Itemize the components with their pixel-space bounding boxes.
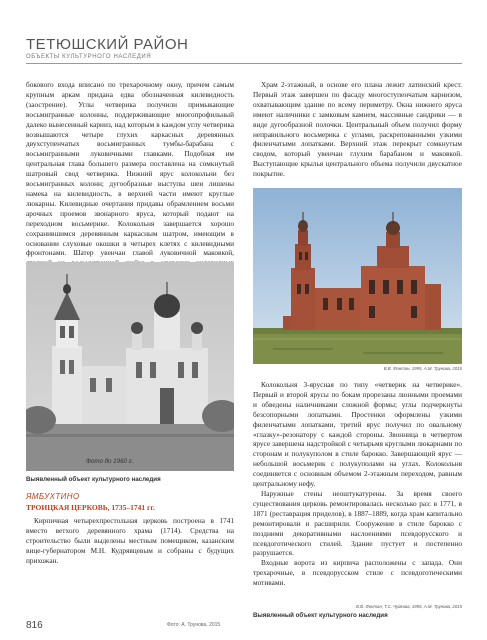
- paragraph: Наружные стены неоштукатурены. За время своего существования церковь ремонтировалась несколько раз: в 1771, в 1871 (реставрация приделов), в 1887–1889, когда храм капитально ремонтировали и расширили. Сооружение в стиле барокко с поздними декоративными наслоениями псевдорусского и псевдоготического стилей. Здание пустует и постепенно разрушается.: [253, 488, 462, 558]
- page-number: 816: [26, 620, 43, 631]
- body-text-col2: [253, 80, 462, 179]
- photo-credit-3: В.В. Фонтан, Т.С. Чуйкова, 1995, А.М. Трунова, 2015: [356, 604, 462, 609]
- church-heading: ТРОИЦКАЯ ЦЕРКОВЬ, 1735–1741 гг.: [26, 503, 155, 512]
- photo-church-historic: [26, 262, 234, 471]
- section-title: ТЕТЮШСКИЙ РАЙОН: [26, 36, 189, 53]
- paragraph: бокового входа вписано по трехарочному окну, причем самым крупным аркам придана едва обозначенная килевидность (заострение). Углы четверика получили примыкающие восьмигранные колонны, поддерживающие многопрофильный далеко вынесенный карниз, над которым в каждом углу четверика возвышаются четыре глухих каркасных деревянных двухступенчатых восьмигранных тумбы-барабана с восьмигранными луковичными главками. Подобная им центральная глава большего размера поставлена на сомкнутый шатровый свод четверика. Нижний ярус колокольни без восьмигранных колонн; дугообразные выступы шеи лишены намека на килевидность, в верхней части имеют круглые люкарны. Килевидные очертания придавы обрамлением восьми арочных проемов звонарного яруса, который подают на переходном восьмерике. Колокольня завершается хорошо сохранившимся деревянным каркасным шатром, имеющим в основании слуховые окошки в четырех клетях с килевидными фронтонами. Шатер увенчан главой луковичной маковкой,: [26, 80, 234, 258]
- photo-caption: Фото до 1960 г.: [86, 458, 134, 465]
- church-historic-image: [26, 262, 234, 471]
- village-name: ЯМБУХТИНО: [26, 492, 80, 501]
- heritage-status-label: Выявленный объект культурного наследия: [253, 612, 388, 619]
- paragraph: Храм 2-этажный, в основе его плана лежит латинский крест. Первый этаж завершен по фасаду многоступенчатым карнизом, охватывающим здание по всему периметру. Окна нижнего яруса имеют наличники с замковым камнем, массивные сандрики — в виде дугообразной полочки. Центральный объем получил форму неправильного восьмерика с углами, раскрепованными узкими филенчатыми лопатками. Верхний этаж перекрыт сомкнутым сводом, который увенчан глухим барабаном и маковкой. Выступающие крылья центрального объема получили двускатное покрытие.: [253, 80, 462, 179]
- header-divider: [26, 63, 462, 64]
- church-ruin-image: [253, 188, 462, 364]
- body-text-col4: [26, 516, 234, 566]
- section-subtitle: ОБЪЕКТЫ КУЛЬТУРНОГО НАСЛЕДИЯ: [26, 54, 152, 60]
- paragraph: Колокольня 3-ярусная по типу «четверик на четверике». Первый и второй ярусы по бокам прорезаны люнными проемами и обведены наличниками сложной формы; углы подчеркнуты безсопорными лопатками. Простенки оформлены узкими филенчатыми лопатками, третий ярус получил по овальному «глазку»-резонатору с каждой стороны. Звонница в четвертом ярусе завершена надстройкой с четырьмя круглыми люкарнами по сторонам и полукуполом в стиле барокко. Завершающий ярус — небольшой восьмерик с полукуполами на углах. Колокольня соединяется с основным объемом 2-этажным переходом, равным центральному нефу.: [253, 380, 462, 489]
- heritage-status-label: Выявленный объект культурного наследия: [26, 476, 161, 483]
- photo-church-ruin: [253, 188, 462, 364]
- footer-photo-credit: Фото: А. Трунова, 2015: [167, 622, 221, 628]
- paragraph: Входные ворота из кирпича расположены с запада. Они трехарочные, в псевдорусском стиле с псевдоготическими мотивами.: [253, 558, 462, 588]
- body-text-col3: [253, 380, 462, 588]
- paragraph: Кирпичная четырехпрестольная церковь построена в 1741 вместо ветхого деревянного храма (1714). Средства на строительство были выделены местным помещиком, казанским вице-губернатором М.Н. Кудрявцевым и собраны с будущих прихожан.: [26, 516, 234, 565]
- photo-credit-1: В.В. Фонтан, 1995, А.М. Трунова, 2015: [383, 366, 462, 371]
